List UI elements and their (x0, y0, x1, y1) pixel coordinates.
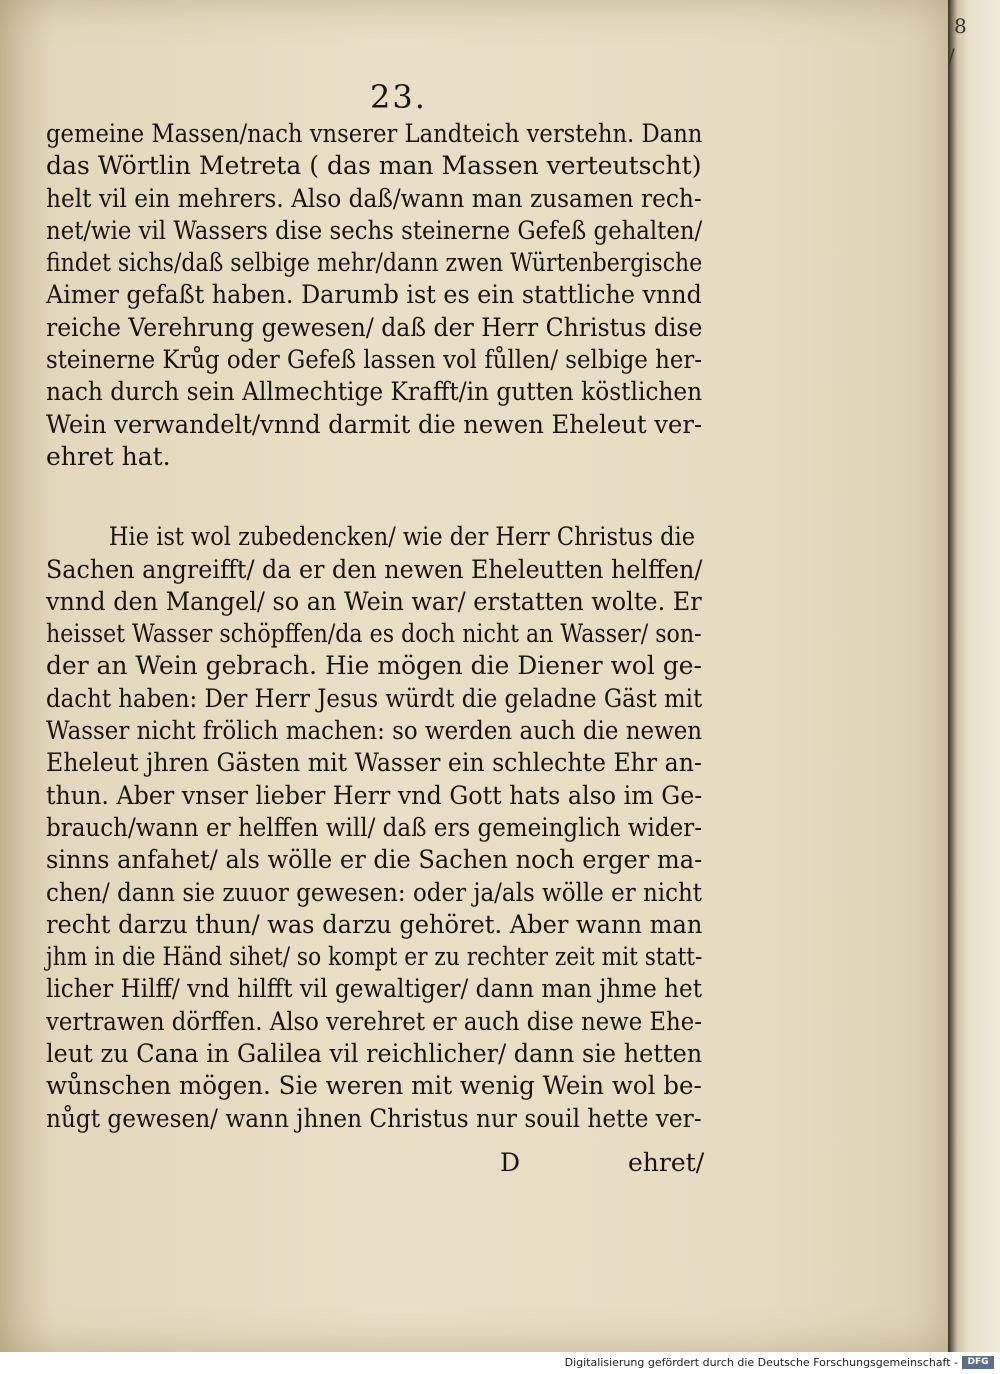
next-page-edge (948, 0, 1000, 1352)
edge-mark-number: 8 (954, 14, 967, 38)
funding-notice: Digitalisierung gefördert durch die Deutsche Forschungsgemeinschaft - (564, 1356, 958, 1369)
text-line: findet sichs/daß selbige mehr/dann zwen Würtenbergische (46, 248, 703, 278)
paragraph-gap (46, 473, 716, 521)
text-line: Aimer gefaßt haben. Darumb ist es ein stattliche vnnd (46, 280, 702, 310)
text-line: Wasser nicht frölich machen: so werden auch die newen (46, 716, 703, 746)
text-line: gemeine Massen/nach vnserer Landteich verstehn. Dann (46, 119, 703, 148)
paragraph-1 (46, 118, 716, 473)
text-line: wůnschen mögen. Sie weren mit wenig Wein wol be- (46, 1071, 702, 1101)
text-line: sinns anfahet/ als wölle er die Sachen noch erger ma- (46, 845, 703, 875)
text-line: vnnd den Mangel/ so an Wein war/ erstatten wolte. Er (46, 586, 702, 616)
catchword: ehret/ (628, 1148, 705, 1177)
text-line: Eheleut jhren Gästen mit Wasser ein schlechte Ehr an- (46, 748, 702, 778)
text-line: nach durch sein Allmechtige Krafft/in gutten köstlichen (46, 377, 703, 407)
text-line: steinerne Krůg oder Gefeß lassen vol fůllen/ selbige her- (46, 345, 703, 375)
text-line: brauch/wann er helffen will/ daß ers gemeinglich wider- (46, 812, 702, 842)
text-line: Wein verwandelt/vnnd darmit die newen Eheleut ver- (46, 409, 703, 439)
text-line: chen/ dann sie zuuor gewesen: oder ja/als wölle er nicht (46, 877, 703, 907)
text-line: heisset Wasser schöpffen/da es doch nicht an Wasser/ son- (46, 619, 702, 649)
text-line: licher Hilff/ vnd hilfft vil gewaltiger/ dann man jhme het (46, 974, 703, 1004)
text-line: dacht haben: Der Herr Jesus würdt die geladne Gäst mit (46, 683, 703, 713)
text-line: leut zu Cana in Galilea vil reichlicher/ dann sie hetten (46, 1039, 703, 1069)
text-line: recht darzu thun/ was darzu gehöret. Aber wann man (46, 909, 703, 939)
text-line: helt vil ein mehrers. Also daß/wann man zusamen rech- (46, 183, 702, 213)
edge-mark-slash: / (948, 44, 955, 68)
text-line: reiche Verehrung gewesen/ daß der Herr Christus dise (46, 312, 703, 342)
signature-mark: D (500, 1148, 521, 1177)
footer-bar (0, 1352, 1000, 1374)
body-text (46, 118, 716, 1135)
text-line: jhm in die Händ sihet/ so kompt er zu rechter zeit mit statt- (46, 942, 703, 972)
paragraph-2 (46, 521, 716, 1135)
text-line: vertrawen dörffen. Also verehret er auch dise newe Ehe- (46, 1006, 702, 1036)
text-line: Hie ist wol zubedencken/ wie der Herr Christus die (108, 522, 696, 552)
page-number: 23. (370, 78, 427, 116)
text-line: der an Wein gebrach. Hie mögen die Diener wol ge- (46, 651, 702, 681)
text-line: ehret hat. (46, 441, 171, 471)
text-line: das Wörtlin Metreta ( das man Massen verteutscht) (46, 151, 702, 181)
text-line: Sachen angreifft/ da er den newen Eheleutten helffen/ (46, 554, 703, 584)
text-line: thun. Aber vnser lieber Herr vnd Gott hats also im Ge- (46, 780, 703, 810)
text-line: net/wie vil Wassers dise sechs steinerne Gefeß gehalten/ (46, 215, 703, 245)
dfg-logo: DFG (962, 1356, 994, 1369)
text-line: nůgt gewesen/ wann jhnen Christus nur souil hette ver- (46, 1103, 702, 1133)
